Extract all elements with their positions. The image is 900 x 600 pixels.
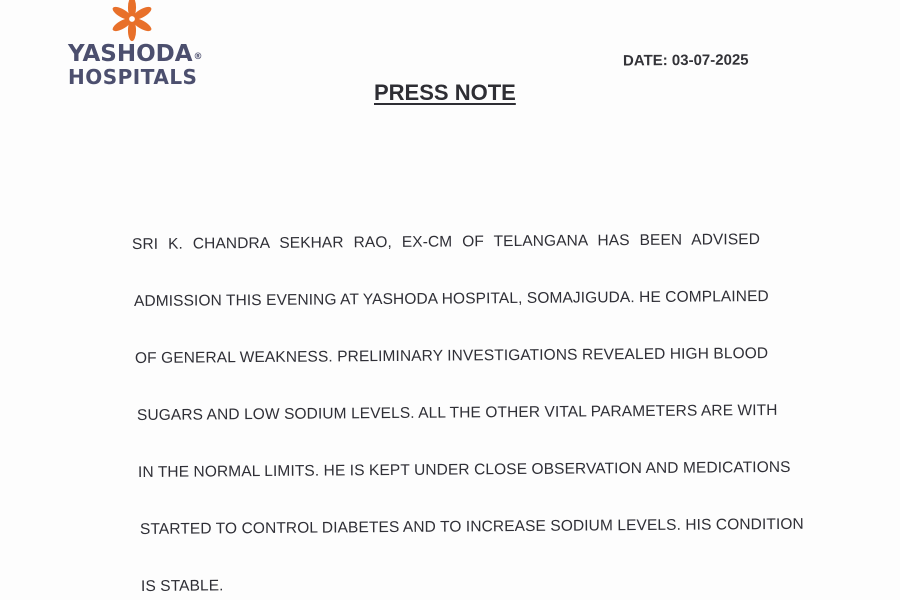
- body-line-4: SUGARS AND LOW SODIUM LEVELS. ALL THE OTHER VITAL PARAMETERS ARE WITH: [136, 401, 778, 424]
- body-line-3: OF GENERAL WEAKNESS. PRELIMINARY INVESTIGATIONS REVEALED HIGH BLOOD: [134, 345, 769, 367]
- logo-text-hospitals: HOSPITALS: [68, 65, 198, 89]
- body-line-1: SRI K. CHANDRA SEKHAR RAO, EX-CM OF TELANGANA HAS BEEN ADVISED: [131, 231, 761, 253]
- page-title: PRESS NOTE: [374, 80, 516, 105]
- body-line-2: ADMISSION THIS EVENING AT YASHODA HOSPITAL, SOMAJIGUDA. HE COMPLAINED: [133, 288, 769, 310]
- press-note-date: DATE: 03-07-2025: [622, 51, 749, 70]
- logo-text-yashoda: YASHODA®: [68, 41, 203, 67]
- body-line-5: IN THE NORMAL LIMITS. HE IS KEPT UNDER CLOSE OBSERVATION AND MEDICATIONS: [137, 458, 791, 481]
- registered-mark: ®: [193, 52, 203, 62]
- body-line-6: STARTED TO CONTROL DIABETES AND TO INCREASE SODIUM LEVELS. HIS CONDITION: [139, 515, 804, 538]
- body-line-7: IS STABLE.: [140, 577, 224, 595]
